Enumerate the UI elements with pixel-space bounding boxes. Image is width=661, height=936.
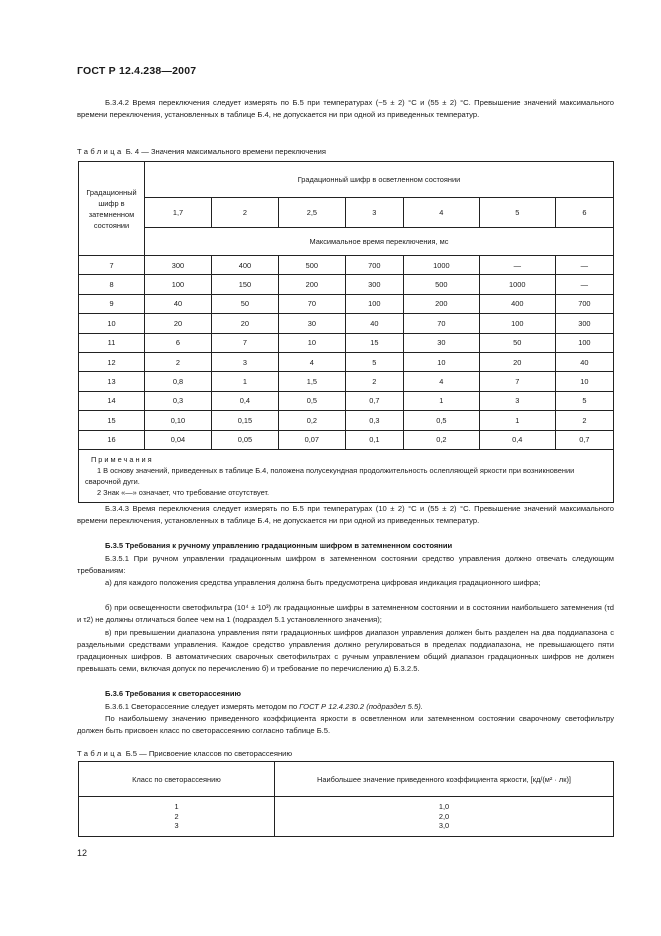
time-cell: 20: [211, 314, 278, 333]
time-cell: 3: [211, 352, 278, 371]
time-cell: 5: [555, 391, 613, 410]
time-cell: 400: [211, 256, 278, 275]
time-cell: 15: [345, 333, 403, 352]
table5-caption: [77, 749, 292, 759]
paragraph-b361: [77, 701, 614, 713]
row-shade-cell: 11: [79, 333, 145, 352]
row-shade-cell: 13: [79, 372, 145, 391]
table5-col1-header: Класс по светорассеянию: [79, 762, 275, 797]
col-header: 2,5: [278, 198, 345, 228]
table-row: [79, 256, 614, 275]
time-cell: 500: [403, 275, 479, 294]
row-shade-cell: 14: [79, 391, 145, 410]
time-cell: 1000: [403, 256, 479, 275]
time-cell: 200: [278, 275, 345, 294]
table-row: [79, 352, 614, 371]
paragraph-b343: Б.3.4.3 Время переключения следует измерять по Б.5 при температурах (10 ± 2) °С и (55 ± 2) °С. Превышение значений максимального времени переключения, установленных в таблице Б.4, не допускается ни при одной из приведенных температур.: [77, 504, 614, 525]
col-header: 2: [211, 198, 278, 228]
time-cell: 10: [555, 372, 613, 391]
table-row: [79, 275, 614, 294]
time-cell: 7: [479, 372, 555, 391]
col-header: 3: [345, 198, 403, 228]
time-cell: 30: [278, 314, 345, 333]
table4-caption-text: Б. 4 — Значения максимального времени переключения: [125, 147, 327, 156]
time-cell: 500: [278, 256, 345, 275]
time-cell: 0,15: [211, 411, 278, 430]
paragraph-b351: Б.3.5.1 При ручном управлении градационным шифром в затемненном состоянии средство управления должно отвечать следующим требованиям:: [77, 554, 614, 575]
paragraph-b361-cont: По наибольшему значению приведенного коэффициента яркости в осветленном или затемненном состоянии сварочному светофильтру должен быть присвоен класс по светорассеянию согласно таблице Б.5.: [77, 714, 614, 735]
col-header: 5: [479, 198, 555, 228]
table4-caption-word: Таблица: [77, 147, 124, 156]
time-cell: —: [479, 256, 555, 275]
time-cell: 10: [403, 352, 479, 371]
time-cell: 0,1: [345, 430, 403, 449]
time-cell: 20: [145, 314, 212, 333]
time-cell: 20: [479, 352, 555, 371]
table-row: [79, 430, 614, 449]
time-cell: —: [555, 275, 613, 294]
time-cell: 40: [555, 352, 613, 371]
time-cell: 4: [403, 372, 479, 391]
time-cell: 50: [211, 294, 278, 313]
row-shade-cell: 10: [79, 314, 145, 333]
class-value: 3: [174, 821, 179, 831]
time-cell: 100: [145, 275, 212, 294]
time-cell: 0,7: [345, 391, 403, 410]
row-shade-cell: 12: [79, 352, 145, 371]
time-cell: 100: [555, 333, 613, 352]
notes-title: Примечания: [91, 454, 154, 464]
time-cell: 1,5: [278, 372, 345, 391]
time-cell: 0,7: [555, 430, 613, 449]
time-cell: —: [555, 256, 613, 275]
table5-values: [275, 797, 614, 837]
time-cell: 0,10: [145, 411, 212, 430]
time-cell: 5: [345, 352, 403, 371]
time-cell: 1000: [479, 275, 555, 294]
table-b5: [78, 761, 614, 837]
time-cell: 6: [145, 333, 212, 352]
time-cell: 1: [403, 391, 479, 410]
table5-caption-text: Б.5 — Присвоение классов по светорассеянию: [125, 749, 293, 758]
time-cell: 2: [555, 411, 613, 430]
table4-body: [79, 256, 614, 450]
table5-col2-header: Наибольшее значение приведенного коэффициента яркости, [кд/(м² · лк)]: [275, 762, 614, 797]
paragraph-item-v: в) при превышении диапазона управления пяти градационных шифров диапазон управления должен быть разделен на два поддиапазона с раздельными средствами управления. Каждое средство управления должно регулироваться в пределах поддиапазона, не превышающего пяти градационных шифров. В автоматических сварочных светофильтрах с ручным управлением общий диапазон градационных шифров не должен превышать семи, включая допуск по перечислению б) и требование по перечислению д) Б.3.2.5.: [77, 628, 614, 673]
paragraph-item-a: а) для каждого положения средства управления должна быть предусмотрена цифровая индикация градационного шифра;: [105, 578, 541, 587]
note-2: 2 Знак «—» означает, что требование отсутствует.: [97, 487, 270, 497]
time-cell: 300: [145, 256, 212, 275]
time-cell: 10: [278, 333, 345, 352]
sub-header: Максимальное время переключения, мс: [145, 228, 614, 256]
time-cell: 0,4: [479, 430, 555, 449]
time-cell: 0,04: [145, 430, 212, 449]
time-cell: 0,5: [278, 391, 345, 410]
class-value: 2: [174, 811, 179, 821]
time-cell: 300: [555, 314, 613, 333]
time-cell: 0,3: [145, 391, 212, 410]
table-row: [79, 333, 614, 352]
table4-caption: [77, 147, 326, 157]
time-cell: 300: [345, 275, 403, 294]
time-cell: 0,5: [403, 411, 479, 430]
time-cell: 100: [479, 314, 555, 333]
row-shade-cell: 9: [79, 294, 145, 313]
time-cell: 7: [211, 333, 278, 352]
time-cell: 2: [345, 372, 403, 391]
table5-caption-word: Таблица: [77, 749, 124, 758]
class-value: 1: [174, 802, 179, 812]
time-cell: 40: [345, 314, 403, 333]
table-row: [79, 314, 614, 333]
heading-b35: Б.3.5 Требования к ручному управлению градационным шифром в затемненном состоянии: [105, 541, 453, 550]
time-cell: 700: [345, 256, 403, 275]
time-cell: 40: [145, 294, 212, 313]
paragraph-b342: Б.3.4.2 Время переключения следует измерять по Б.5 при температурах (−5 ± 2) °С и (55 ± 2) °С. Превышение значений максимального времени переключения, установленных в таблице Б.4, не допускается ни при одной из приведенных температур.: [77, 98, 614, 119]
time-cell: 0,07: [278, 430, 345, 449]
time-cell: 70: [403, 314, 479, 333]
time-cell: 400: [479, 294, 555, 313]
time-cell: 1: [211, 372, 278, 391]
table5-classes: [79, 797, 275, 837]
table-b4: [78, 161, 614, 503]
table4-notes: [79, 449, 614, 502]
time-cell: 2: [145, 352, 212, 371]
gost-reference-link: ГОСТ Р 12.4.230.2 (подраздел 5.5).: [299, 702, 423, 711]
page-number: 12: [77, 848, 88, 858]
row-header-cell: Градационный шифр в затемненном состоянии: [79, 162, 145, 256]
coef-value: 2,0: [438, 811, 450, 821]
time-cell: 0,05: [211, 430, 278, 449]
time-cell: 0,3: [345, 411, 403, 430]
paragraph-b361-text: Б.3.6.1 Светорассеяние следует измерять методом по: [105, 702, 300, 711]
time-cell: 1: [479, 411, 555, 430]
table-row: [79, 372, 614, 391]
time-cell: 0,4: [211, 391, 278, 410]
heading-b36: Б.3.6 Требования к светорассеянию: [105, 689, 242, 698]
time-cell: 150: [211, 275, 278, 294]
row-shade-cell: 16: [79, 430, 145, 449]
time-cell: 100: [345, 294, 403, 313]
row-shade-cell: 8: [79, 275, 145, 294]
time-cell: 200: [403, 294, 479, 313]
table-row: [79, 411, 614, 430]
time-cell: 0,2: [278, 411, 345, 430]
col-header: 6: [555, 198, 613, 228]
table-row: [79, 391, 614, 410]
col-header: 1,7: [145, 198, 212, 228]
time-cell: 0,8: [145, 372, 212, 391]
row-shade-cell: 7: [79, 256, 145, 275]
paragraph-item-b: б) при освещенности светофильтра (10⁴ ± 10³) лк градационные шифры в затемненном состоянии и в состоянии наибольшего затемнения (τd и τ2) не должны отличаться более чем на 1 (подраздел 5.1 установленного значения);: [77, 603, 614, 624]
coef-value: 1,0: [438, 802, 450, 812]
time-cell: 700: [555, 294, 613, 313]
time-cell: 50: [479, 333, 555, 352]
document-header: ГОСТ Р 12.4.238—2007: [77, 65, 197, 77]
time-cell: 4: [278, 352, 345, 371]
coef-value: 3,0: [438, 821, 450, 831]
time-cell: 70: [278, 294, 345, 313]
time-cell: 30: [403, 333, 479, 352]
note-1: 1 В основу значений, приведенных в таблице Б.4, положена полусекундная продолжительность ослепляющей яркости при возникновении сварочной дуги.: [85, 465, 575, 486]
col-group-header: Градационный шифр в осветленном состоянии: [145, 162, 614, 198]
table-row: [79, 294, 614, 313]
col-header: 4: [403, 198, 479, 228]
time-cell: 0,2: [403, 430, 479, 449]
row-shade-cell: 15: [79, 411, 145, 430]
time-cell: 3: [479, 391, 555, 410]
